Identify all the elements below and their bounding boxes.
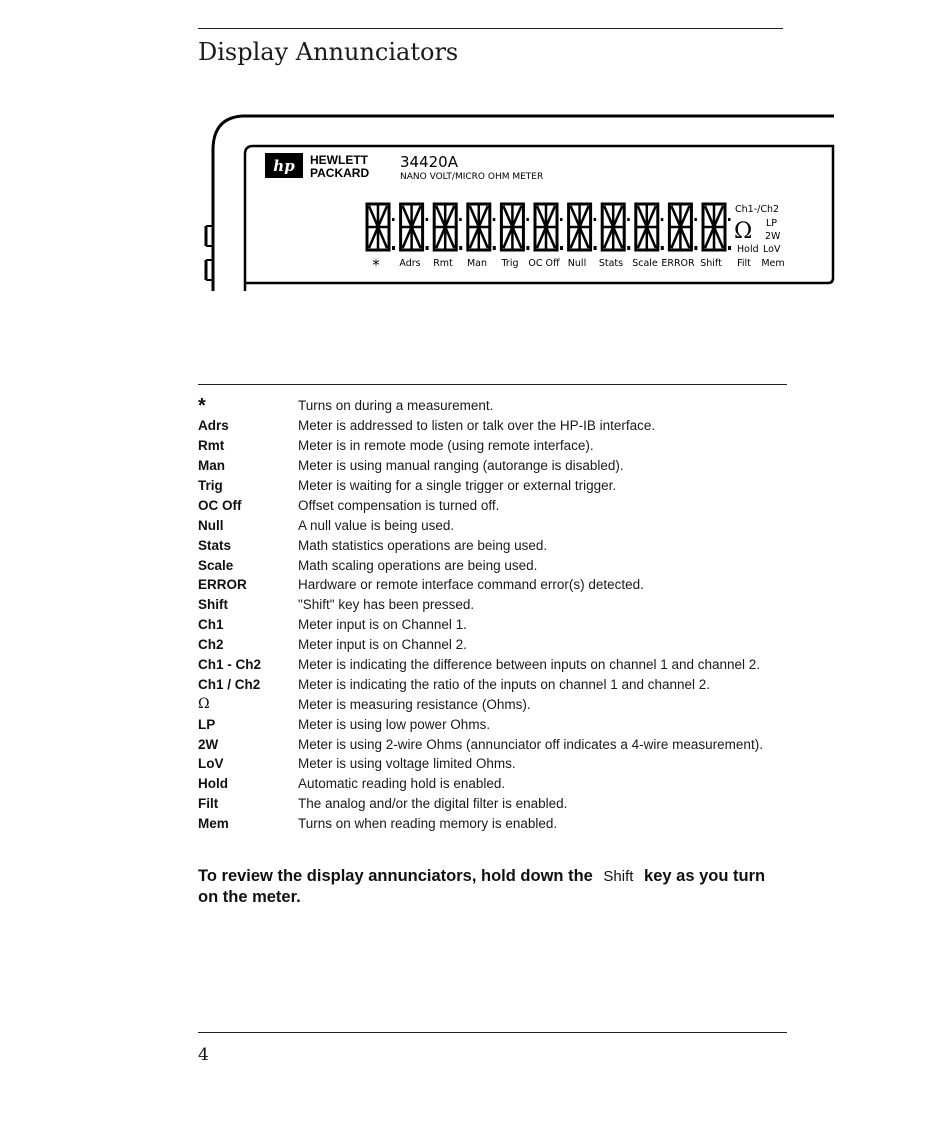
table-row bbox=[198, 754, 763, 774]
annunciator-name: Ch1 - Ch2 bbox=[198, 657, 262, 673]
table-row bbox=[198, 674, 763, 694]
page-title: Display Annunciators bbox=[198, 38, 459, 66]
model-subtitle: NANO VOLT/MICRO OHM METER bbox=[400, 172, 544, 182]
annunciator-description: Meter is indicating the ratio of the inputs on channel 1 and channel 2. bbox=[298, 676, 711, 692]
annunciator-label: Shift bbox=[700, 258, 722, 269]
annunciator-description: Meter is measuring resistance (Ohms). bbox=[298, 696, 531, 712]
annunciator-name: * bbox=[198, 394, 206, 417]
display-digit bbox=[434, 204, 462, 250]
annunciator-description: A null value is being used. bbox=[298, 517, 455, 533]
table-row bbox=[198, 694, 763, 714]
annunciator-name: ERROR bbox=[198, 577, 247, 593]
display-digit bbox=[569, 204, 597, 250]
annunciator-name: OC Off bbox=[198, 497, 242, 513]
svg-text:hp: hp bbox=[273, 157, 295, 175]
annunciator-name: Man bbox=[198, 458, 225, 474]
table-row bbox=[198, 595, 763, 615]
annunciator-name: Filt bbox=[198, 796, 219, 812]
annunciator-label: ERROR bbox=[661, 258, 695, 269]
table-row bbox=[198, 436, 763, 456]
omega-symbol: Ω bbox=[734, 219, 753, 244]
hold-label: Hold bbox=[737, 244, 759, 255]
annunciator-name: Scale bbox=[198, 557, 234, 573]
table-row bbox=[198, 734, 763, 754]
front-panel-figure bbox=[200, 108, 840, 298]
annunciator-name: LP bbox=[198, 716, 216, 732]
annunciator-name: Mem bbox=[198, 816, 229, 832]
annunciator-description: Math scaling operations are being used. bbox=[298, 557, 538, 573]
table-row bbox=[198, 635, 763, 655]
lov-label: LoV bbox=[763, 244, 781, 255]
annunciator-name: Ch2 bbox=[198, 637, 224, 653]
annunciator-description: Meter input is on Channel 1. bbox=[298, 617, 467, 633]
annunciator-description: Meter is addressed to listen or talk over the HP-IB interface. bbox=[298, 418, 656, 434]
annunciator-name: Stats bbox=[198, 537, 232, 553]
display-digit bbox=[401, 204, 429, 250]
annunciator-description: Meter input is on Channel 2. bbox=[298, 637, 467, 653]
annunciator-name: Null bbox=[198, 517, 224, 533]
table-top-rule bbox=[198, 384, 787, 385]
annunciator-description: Turns on when reading memory is enabled. bbox=[298, 816, 558, 832]
annunciator-description: Meter is using manual ranging (autorange is disabled). bbox=[298, 458, 624, 474]
annunciator-label: OC Off bbox=[528, 258, 560, 269]
display-digit bbox=[501, 204, 529, 250]
annunciator-name: LoV bbox=[198, 756, 224, 772]
display-digit bbox=[703, 204, 731, 250]
annunciator-name: Ω bbox=[198, 696, 210, 713]
table-row bbox=[198, 794, 763, 814]
brand-line1: HEWLETT bbox=[310, 153, 368, 167]
table-row bbox=[198, 535, 763, 555]
display-digit bbox=[468, 204, 496, 250]
table-row bbox=[198, 515, 763, 535]
annunciator-description: Meter is waiting for a single trigger or external trigger. bbox=[298, 478, 617, 493]
digit-row bbox=[367, 204, 731, 250]
display-digit bbox=[535, 204, 563, 250]
front-panel-drawing bbox=[200, 108, 840, 298]
display-digit bbox=[669, 204, 697, 250]
tip-text-after: key as you turn on the meter. bbox=[198, 867, 766, 906]
annunciator-name: 2W bbox=[198, 736, 219, 752]
annunciator-description: "Shift" key has been pressed. bbox=[298, 597, 475, 613]
review-tip bbox=[198, 866, 778, 907]
annunciator-label: Mem bbox=[761, 258, 785, 269]
bottom-rule bbox=[198, 1032, 787, 1033]
table-row bbox=[198, 814, 763, 834]
annunciator-label: * bbox=[372, 256, 380, 274]
annunciator-name: Rmt bbox=[198, 438, 225, 454]
annunciator-table bbox=[198, 396, 763, 834]
annunciator-name: Adrs bbox=[198, 418, 229, 434]
tip-text-before: To review the display annunciators, hold down the bbox=[198, 867, 593, 885]
display-digit bbox=[636, 204, 664, 250]
top-rule bbox=[198, 28, 783, 29]
annunciator-description: Meter is using 2-wire Ohms (annunciator off indicates a 4-wire measurement). bbox=[298, 736, 763, 752]
annunciator-labels bbox=[372, 256, 784, 274]
annunciator-description: Meter is in remote mode (using remote interface). bbox=[298, 438, 594, 454]
annunciator-label: Rmt bbox=[433, 258, 453, 269]
annunciator-label: Filt bbox=[737, 258, 751, 269]
annunciator-description: Math statistics operations are being used. bbox=[298, 537, 548, 553]
annunciator-label: Man bbox=[466, 258, 488, 269]
annunciator-name: Ch1 / Ch2 bbox=[198, 676, 261, 692]
display-digit bbox=[367, 204, 395, 250]
annunciator-description: Meter is indicating the difference between inputs on channel 1 and channel 2. bbox=[298, 657, 761, 673]
annunciator-name: Ch1 bbox=[198, 617, 224, 633]
page-number: 4 bbox=[198, 1045, 209, 1065]
annunciator-description: Turns on during a measurement. bbox=[298, 398, 494, 414]
display-digit bbox=[602, 204, 630, 250]
table-row bbox=[198, 774, 763, 794]
table-row bbox=[198, 476, 763, 496]
annunciator-description: Automatic reading hold is enabled. bbox=[298, 776, 506, 792]
annunciator-description: Meter is using low power Ohms. bbox=[298, 716, 491, 732]
annunciator-description: Offset compensation is turned off. bbox=[298, 497, 500, 513]
annunciator-name: Trig bbox=[198, 478, 223, 493]
annunciator-label: Scale bbox=[632, 258, 658, 269]
2w-label: 2W bbox=[765, 231, 781, 242]
table-row bbox=[198, 615, 763, 635]
ch1-ch2-label: Ch1-/Ch2 bbox=[735, 204, 780, 215]
table-row bbox=[198, 396, 763, 416]
annunciator-label: Null bbox=[567, 258, 587, 269]
annunciator-description: Hardware or remote interface command error(s) detected. bbox=[298, 577, 644, 593]
annunciator-label: Stats bbox=[598, 258, 624, 269]
table-row bbox=[198, 495, 763, 515]
annunciator-name: Hold bbox=[198, 776, 228, 792]
table-row bbox=[198, 456, 763, 476]
hp-logo bbox=[265, 153, 369, 180]
table-row bbox=[198, 714, 763, 734]
annunciator-name: Shift bbox=[198, 597, 228, 613]
annunciator-description: The analog and/or the digital filter is enabled. bbox=[298, 796, 568, 812]
table-row bbox=[198, 416, 763, 436]
lp-label: LP bbox=[766, 218, 778, 229]
brand-line2: PACKARD bbox=[310, 166, 370, 180]
model-number: 34420A bbox=[400, 153, 458, 171]
shift-key-label: Shift bbox=[603, 868, 634, 885]
table-row bbox=[198, 555, 763, 575]
annunciator-label: Trig bbox=[501, 258, 519, 269]
table-row bbox=[198, 655, 763, 675]
table-row bbox=[198, 575, 763, 595]
annunciator-label: Adrs bbox=[399, 258, 421, 269]
annunciator-description: Meter is using voltage limited Ohms. bbox=[298, 756, 516, 772]
